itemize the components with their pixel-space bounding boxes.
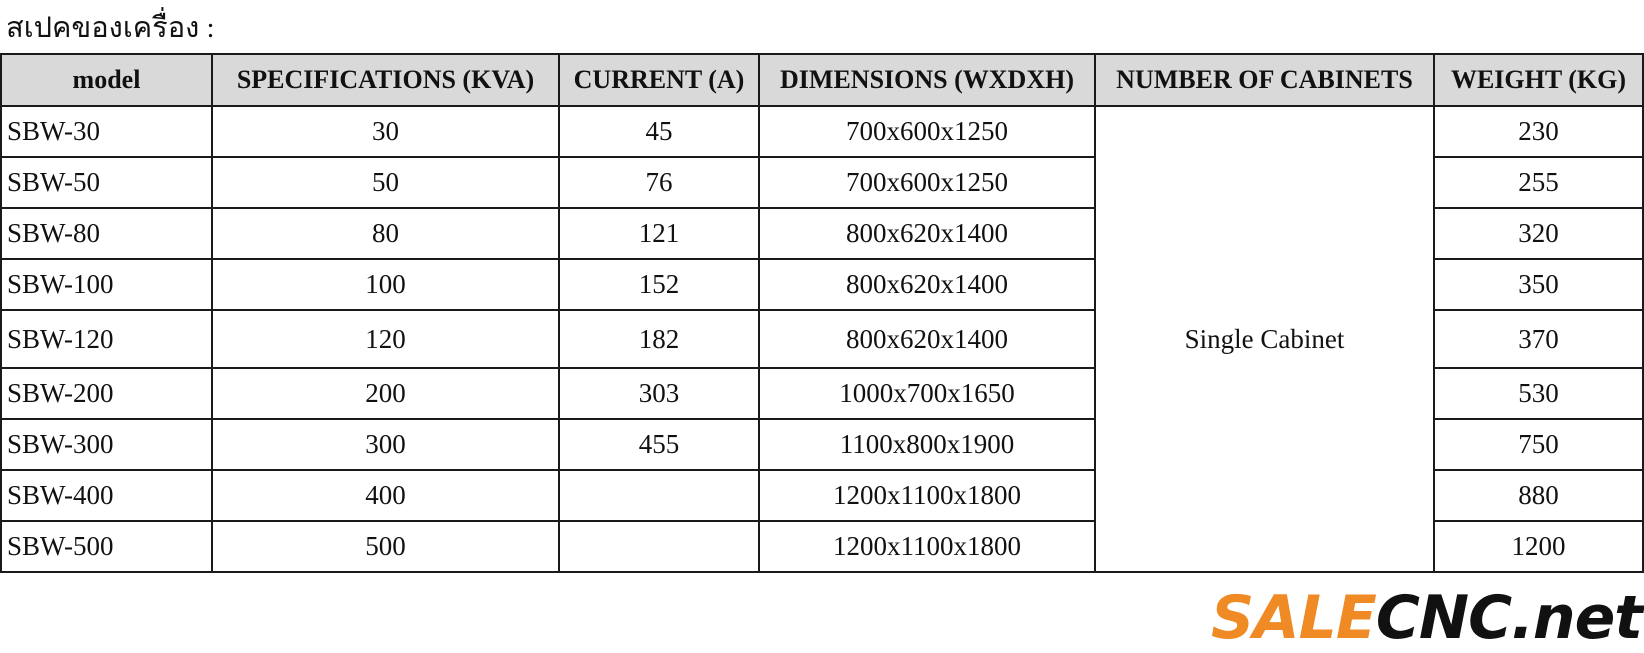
model-cell: SBW-120 [1,310,212,368]
salecnc-logo [1210,583,1642,653]
kva-cell: 50 [212,157,559,208]
header-weight: WEIGHT (KG) [1434,54,1643,106]
current-cell: 152 [559,259,759,310]
header-specifications: SPECIFICATIONS (KVA) [212,54,559,106]
weight-cell: 350 [1434,259,1643,310]
dimensions-cell: 700x600x1250 [759,106,1095,157]
cabinets-cell: Single Cabinet [1095,106,1434,572]
current-cell: 455 [559,419,759,470]
current-cell [559,521,759,572]
logo-part-sale: SALE [1210,583,1376,653]
header-cabinets: NUMBER OF CABINETS [1095,54,1434,106]
spec-table [0,53,1644,573]
dimensions-cell: 1200x1100x1800 [759,521,1095,572]
model-cell: SBW-30 [1,106,212,157]
current-cell: 182 [559,310,759,368]
header-current: CURRENT (A) [559,54,759,106]
dimensions-cell: 1000x700x1650 [759,368,1095,419]
current-cell: 121 [559,208,759,259]
current-cell: 303 [559,368,759,419]
model-cell: SBW-400 [1,470,212,521]
model-cell: SBW-80 [1,208,212,259]
current-cell: 45 [559,106,759,157]
table-row [1,106,1643,157]
dimensions-cell: 800x620x1400 [759,259,1095,310]
model-cell: SBW-100 [1,259,212,310]
weight-cell: 530 [1434,368,1643,419]
kva-cell: 30 [212,106,559,157]
weight-cell: 880 [1434,470,1643,521]
model-cell: SBW-300 [1,419,212,470]
current-cell [559,470,759,521]
kva-cell: 500 [212,521,559,572]
kva-cell: 100 [212,259,559,310]
weight-cell: 255 [1434,157,1643,208]
header-dimensions: DIMENSIONS (WXDXH) [759,54,1095,106]
header-model: model [1,54,212,106]
weight-cell: 1200 [1434,521,1643,572]
model-cell: SBW-500 [1,521,212,572]
logo-part-cnc: CNC.net [1375,583,1642,653]
dimensions-cell: 1200x1100x1800 [759,470,1095,521]
dimensions-cell: 800x620x1400 [759,310,1095,368]
weight-cell: 230 [1434,106,1643,157]
kva-cell: 80 [212,208,559,259]
kva-cell: 300 [212,419,559,470]
weight-cell: 320 [1434,208,1643,259]
kva-cell: 120 [212,310,559,368]
dimensions-cell: 1100x800x1900 [759,419,1095,470]
page-heading: สเปคของเครื่อง : [6,12,215,44]
kva-cell: 200 [212,368,559,419]
dimensions-cell: 800x620x1400 [759,208,1095,259]
weight-cell: 750 [1434,419,1643,470]
kva-cell: 400 [212,470,559,521]
model-cell: SBW-200 [1,368,212,419]
header-row [1,54,1643,106]
dimensions-cell: 700x600x1250 [759,157,1095,208]
weight-cell: 370 [1434,310,1643,368]
model-cell: SBW-50 [1,157,212,208]
current-cell: 76 [559,157,759,208]
